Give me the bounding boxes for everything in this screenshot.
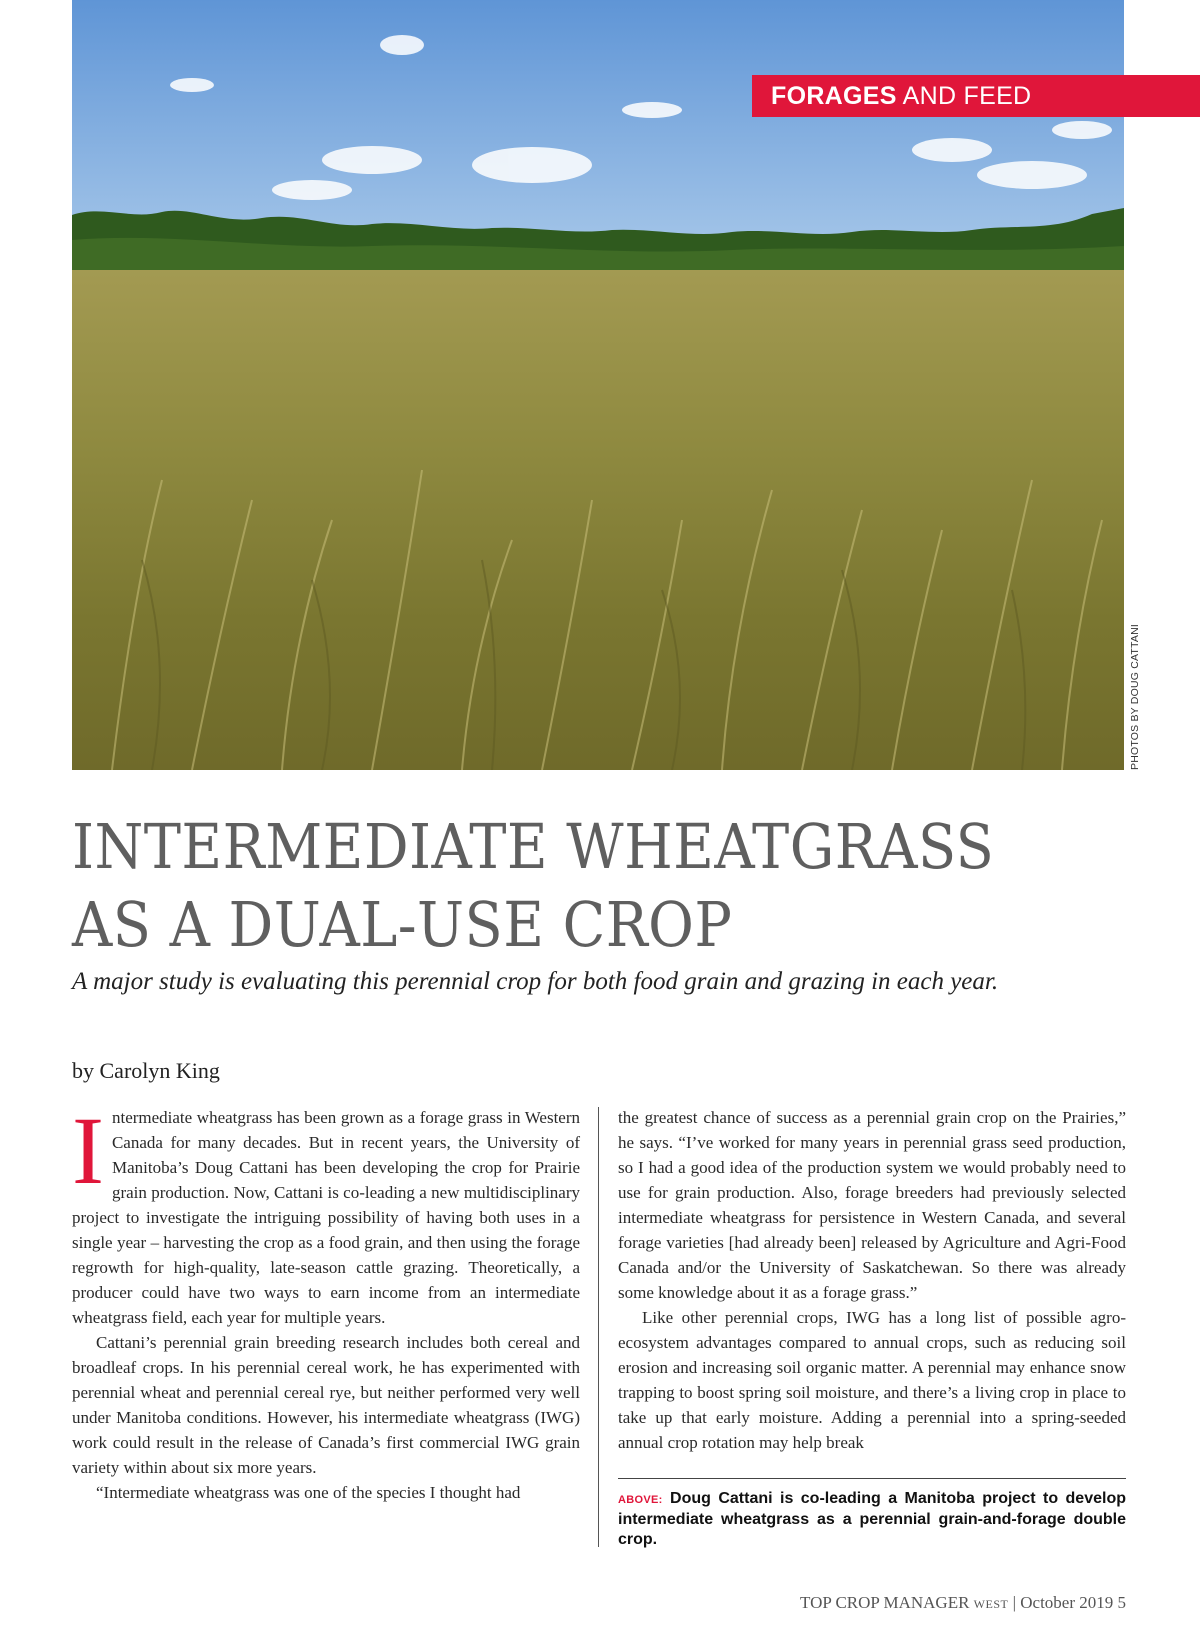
caption-label: ABOVE: bbox=[618, 1494, 663, 1506]
headline-line-1: INTERMEDIATE WHEATGRASS bbox=[72, 810, 995, 883]
magazine-edition: WEST bbox=[973, 1597, 1009, 1611]
page-footer bbox=[800, 1593, 1126, 1613]
body-paragraph: “Intermediate wheatgrass was one of the species I thought had bbox=[96, 1483, 521, 1502]
body-column-left bbox=[72, 1097, 580, 1505]
body-paragraph bbox=[72, 1097, 580, 1330]
section-label bbox=[752, 75, 1200, 117]
magazine-name: TOP CROP MANAGER bbox=[800, 1593, 970, 1612]
body-paragraph: the greatest chance of success as a perennial grain crop on the Prairies,” he says. “I’ve worked for many years in perennial grass seed production, so I had a good idea of the production system we would probably need to use for grain production. Also, forage breeders had previously selected intermediate wheatgrass for persistence in Western Canada, and several forage varieties [had already been] released by Agriculture and Agri-Food Canada and/or the University of Saskatchewan. So there was already some knowledge about it as a forage grass.” bbox=[618, 1108, 1126, 1302]
section-label-bold: FORAGES bbox=[771, 82, 897, 110]
caption-text: Doug Cattani is co-leading a Manitoba project to develop intermediate wheatgrass as a perennial grain-and-forage double crop. bbox=[618, 1490, 1126, 1548]
byline: by Carolyn King bbox=[72, 1058, 220, 1083]
drop-cap: I bbox=[72, 1097, 104, 1204]
column-divider bbox=[598, 1107, 599, 1547]
body-paragraph: Like other perennial crops, IWG has a long list of possible agro-ecosystem advantages compared to annual crops, such as reducing soil erosion and increasing soil organic matter. A perennial may enhance snow trapping to boost spring soil moisture, and there’s a living crop in place to take up that early moisture. Adding a perennial into a spring-seeded annual crop rotation may help break bbox=[618, 1308, 1126, 1452]
section-label-rest: AND FEED bbox=[902, 82, 1032, 110]
body-column-right bbox=[618, 1105, 1126, 1455]
photo-credit: PHOTOS BY DOUG CATTANI bbox=[1129, 624, 1141, 770]
headline-line-2: AS A DUAL-USE CROP bbox=[72, 888, 733, 961]
body-paragraph: Cattani’s perennial grain breeding research includes both cereal and broadleaf crops. In his perennial cereal work, he has experimented with perennial wheat and perennial cereal rye, but neither performed very well under Manitoba conditions. However, his intermediate wheatgrass (IWG) work could result in the release of Canada’s first commercial IWG grain variety within about six more years. bbox=[72, 1333, 580, 1477]
article-headline bbox=[72, 808, 1188, 964]
issue-date-page: | October 2019 5 bbox=[1012, 1593, 1126, 1612]
article-deck: A major study is evaluating this perennial crop for both food grain and grazing in each year. bbox=[72, 968, 999, 995]
paragraph-text: ntermediate wheatgrass has been grown as a forage grass in Western Canada for many decades. But in recent years, the University of Manitoba’s Doug Cattani has been developing the crop for Prairie grain production. Now, Cattani is co-leading a new multidisciplinary project to investigate the intriguing possibility of having both uses in a single year – harvesting the crop as a food grain, and then using the forage regrowth for high-quality, late-season cattle grazing. Theoretically, a producer could have two ways to earn income from an intermediate wheatgrass field, each year for multiple years. bbox=[72, 1108, 580, 1327]
photo-caption bbox=[618, 1478, 1126, 1550]
